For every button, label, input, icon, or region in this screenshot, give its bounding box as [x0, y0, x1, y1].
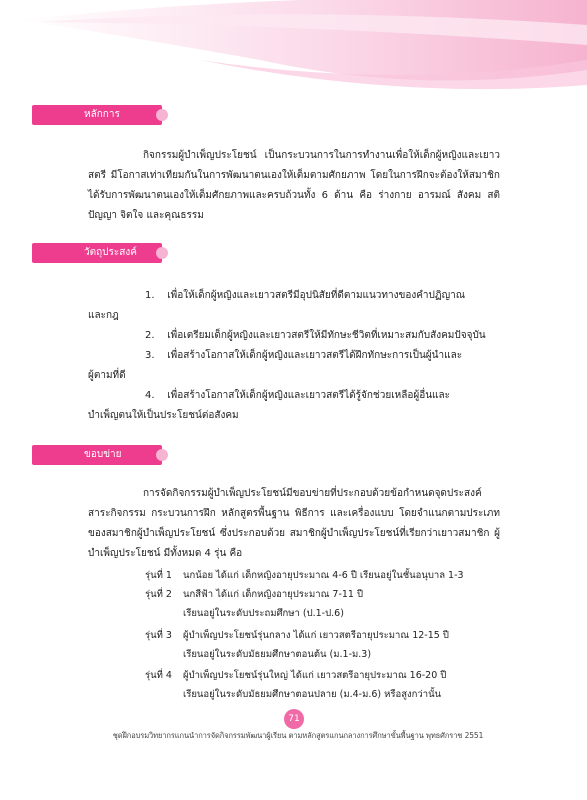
objective-item-cont: ผู้ตามที่ดี [88, 370, 126, 381]
objective-item-cont: บำเพ็ญตนให้เป็นประโยชน์ต่อสังคม [88, 410, 239, 421]
generation-row-cont: เรียนอยู่ในระดับประถมศึกษา (ป.1-ป.6) [183, 608, 344, 619]
objective-item: 2. เพื่อเตรียมเด็กผู้หญิงและเยาวสตรีให้มีทักษะชีวิตที่เหมาะสมกับสังคมปัจจุบัน [145, 330, 486, 341]
generation-row: รุ่นที่ 3 ผู้บำเพ็ญประโยชน์รุ่นกลาง ได้แก่ เยาวสตรีอายุประมาณ 12-15 ปี [145, 630, 449, 641]
objective-item-cont: และกฎ [88, 310, 119, 321]
generation-row: รุ่นที่ 2 นกสีฟ้า ได้แก่ เด็กหญิงอายุประมาณ 7-11 ปี [145, 589, 364, 600]
generation-row-cont: เรียนอยู่ในระดับมัธยมศึกษาตอนปลาย (ม.4-ม.6) หรือสูงกว่านั้น [183, 689, 442, 700]
principles-paragraph [88, 146, 500, 226]
section-heading-network: ขอบข่าย [32, 445, 162, 465]
objective-item: 4. เพื่อสร้างโอกาสให้เด็กผู้หญิงและเยาวสตรีได้รู้จักช่วยเหลือผู้อื่นและ [145, 390, 450, 401]
generation-row-cont: เรียนอยู่ในระดับมัธยมศึกษาตอนต้น (ม.1-ม.3) [183, 649, 372, 660]
section-heading-objectives: วัตถุประสงค์ [32, 243, 162, 263]
principles-text: กิจกรรมผู้บำเพ็ญประโยชน์ เป็นกระบวนการในการทำงานเพื่อให้เด็กผู้หญิงและเยาวสตรี มีโอกาสเท่าเทียมกันในการพัฒนาตนเองให้เต็มตามศักยภาพ โดยในการฝึกจะต้องให้สมาชิกได้รับการพัฒนาตนเองให้เต็มศักยภาพและครบถ้วนทั้ง 6 ด้าน คือ ร่างกาย อารมณ์ สังคม สติปัญญา จิตใจ และคุณธรรม [88, 150, 500, 221]
network-paragraph [88, 484, 500, 564]
header-banner [0, 0, 587, 100]
footer-text: ชุดฝึกอบรมวิทยากรแกนนำการจัดกิจกรรมพัฒนาผู้เรียน ตามหลักสูตรแกนกลางการศึกษาขั้นพื้นฐาน พุทธศักราช 2551 [112, 731, 484, 740]
objective-item: 3. เพื่อสร้างโอกาสให้เด็กผู้หญิงและเยาวสตรีได้ฝึกทักษะการเป็นผู้นำและ [145, 350, 463, 361]
objective-item: 1. เพื่อให้เด็กผู้หญิงและเยาวสตรีมีอุปนิสัยที่ดีตามแนวทางของคำปฏิญาณ [145, 290, 466, 301]
page-number: 71 [284, 709, 304, 729]
generation-row: รุ่นที่ 4 ผู้บำเพ็ญประโยชน์รุ่นใหญ่ ได้แก่ เยาวสตรีอายุประมาณ 16-20 ปี [145, 670, 447, 681]
generation-row: รุ่นที่ 1 นกน้อย ได้แก่ เด็กหญิงอายุประมาณ 4-6 ปี เรียนอยู่ในชั้นอนุบาล 1-3 [145, 570, 464, 581]
section-heading-principles: หลักการ [32, 105, 162, 125]
network-text: การจัดกิจกรรมผู้บำเพ็ญประโยชน์มีขอบข่ายที่ประกอบด้วยข้อกำหนดจุดประสงค์ สาระกิจกรรม กระบวนการฝึก หลักสูตรพื้นฐาน พิธีการ และเครื่องแบบ โดยจำแนกตามประเภทของสมาชิกผู้บำเพ็ญประโยชน์ ซึ่งประกอบด้วย สมาชิกผู้บำเพ็ญประโยชน์ที่เรียกว่าเยาวสมาชิก ผู้บำเพ็ญประโยชน์ มีทั้งหมด 4 รุ่น คือ [88, 488, 500, 559]
